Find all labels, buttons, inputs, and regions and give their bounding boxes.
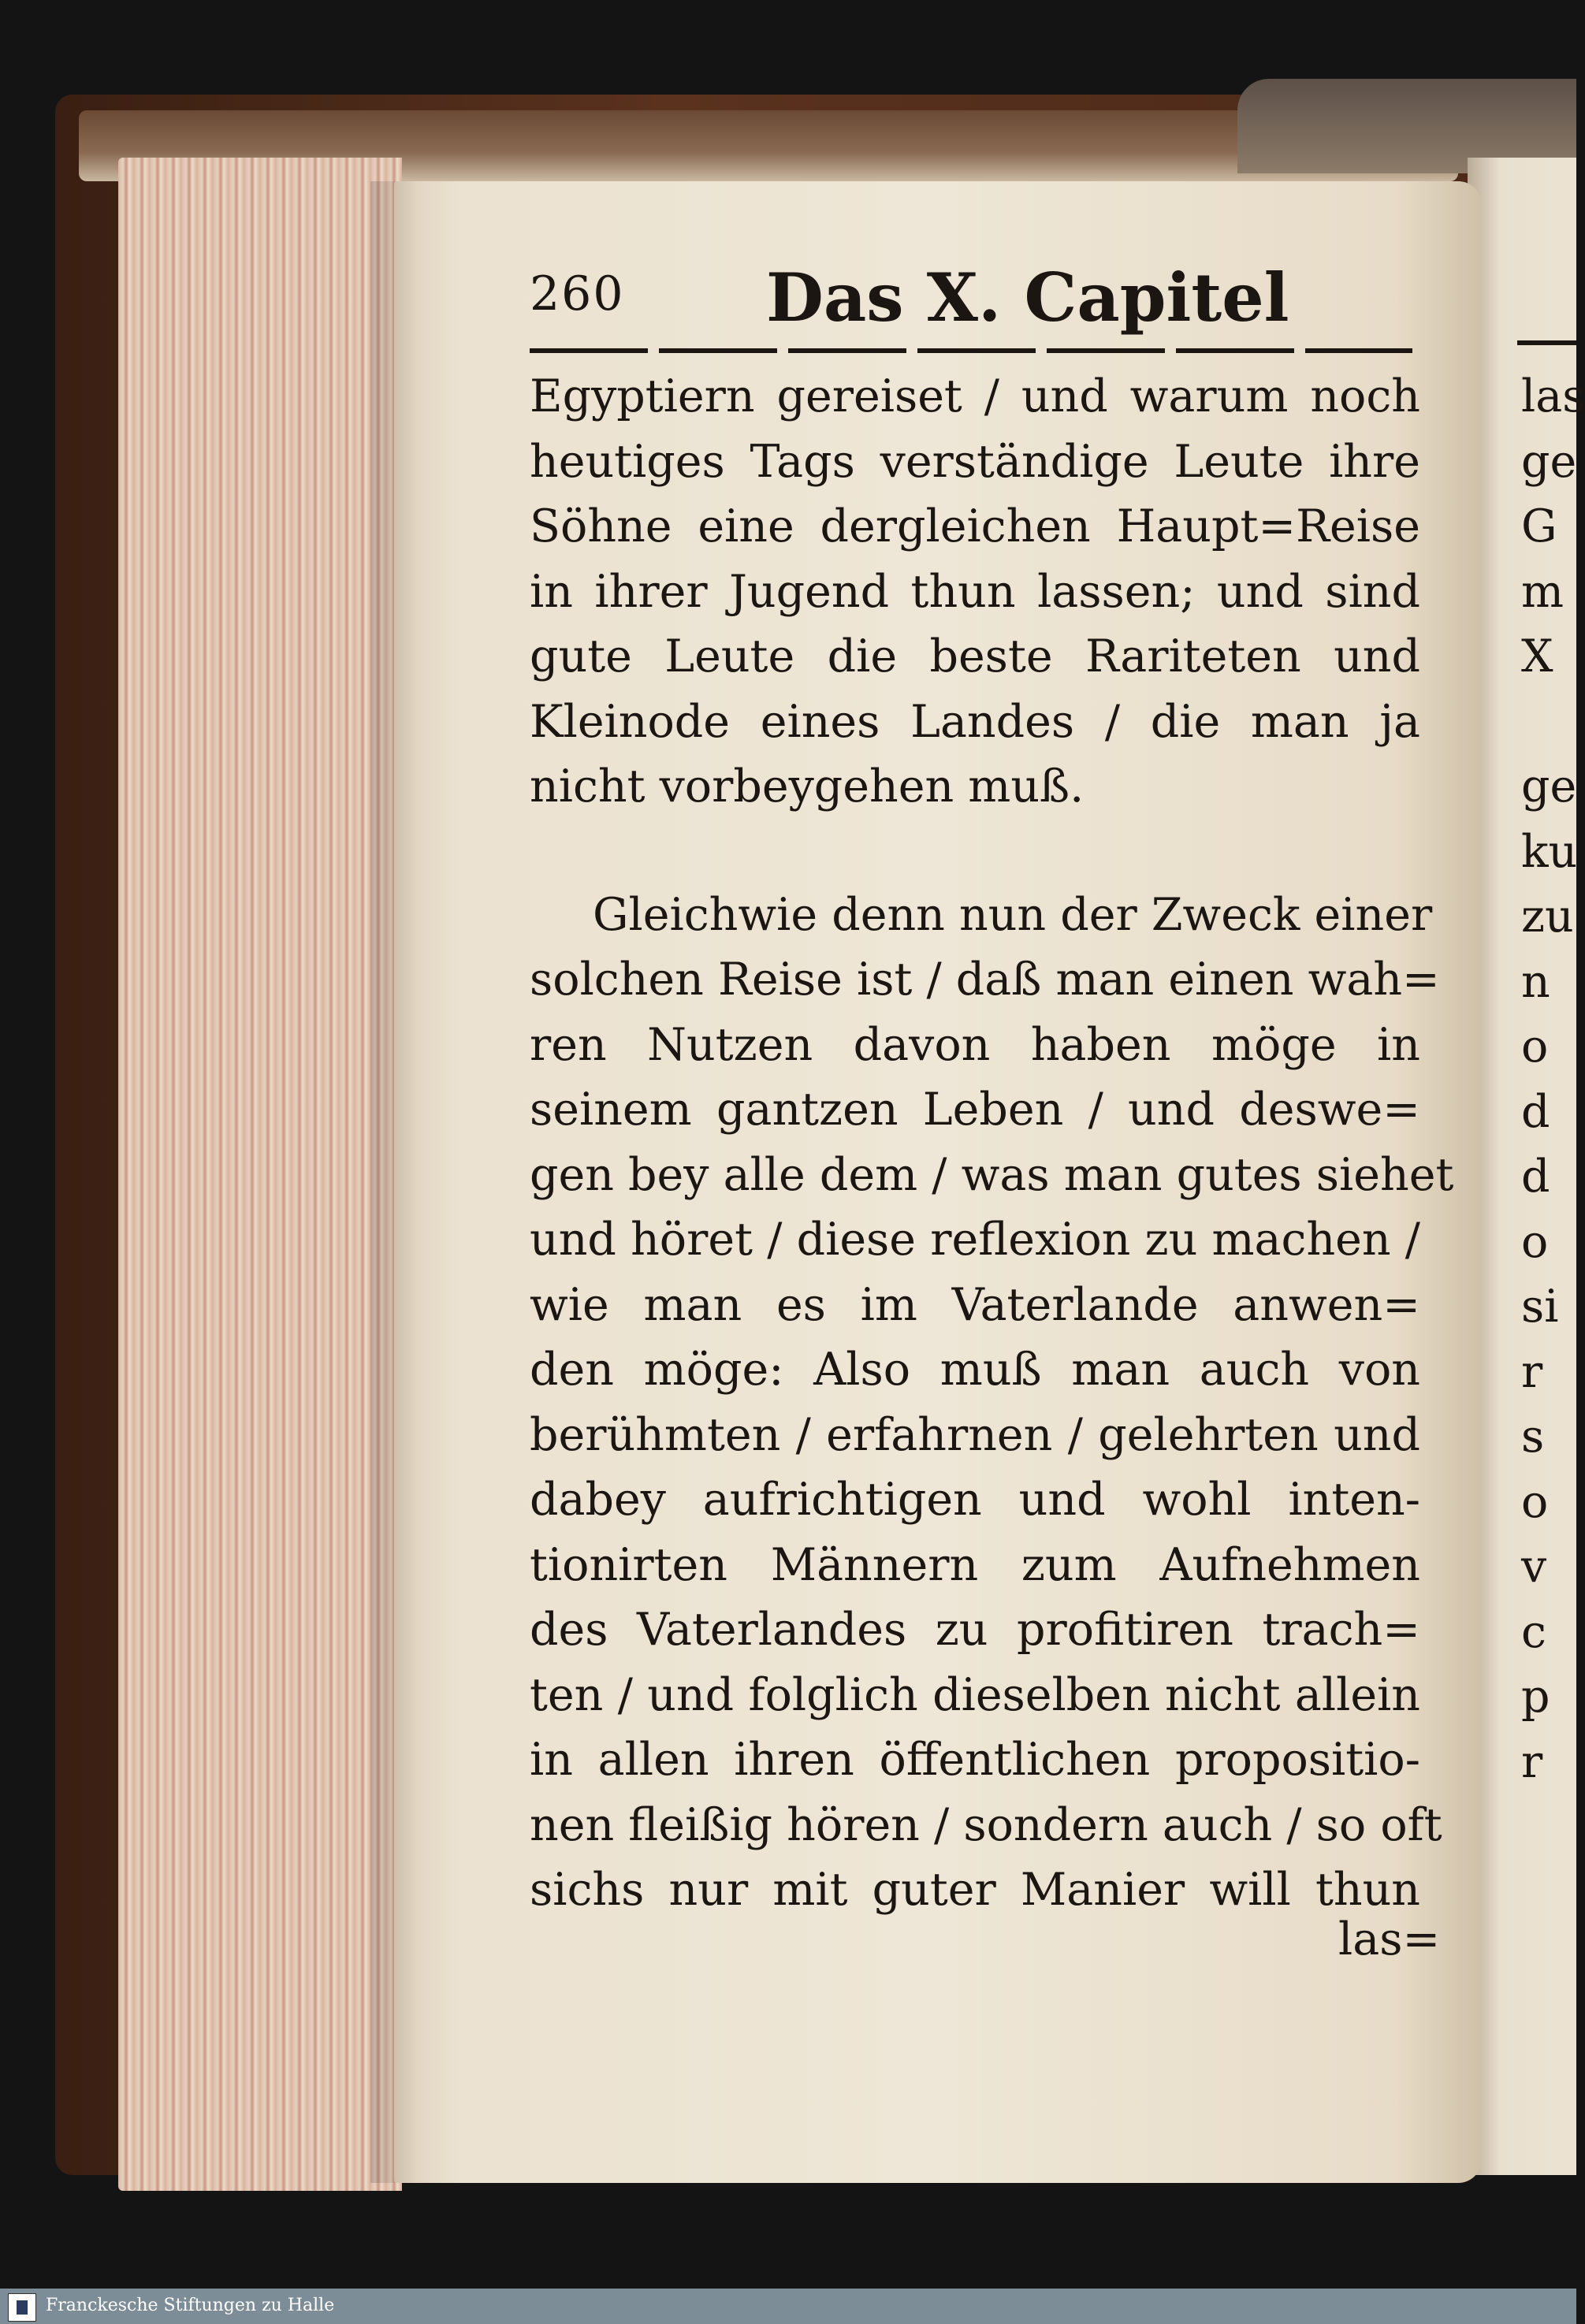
text-line: Egyptiern gereiset / und warum noch <box>530 370 1420 422</box>
facing-line: si <box>1521 1281 1559 1333</box>
facing-line: d <box>1521 1085 1550 1138</box>
facing-line: o <box>1521 1475 1549 1528</box>
facing-line: r <box>1521 1735 1543 1788</box>
facing-line: ge <box>1521 760 1577 812</box>
page-number: 260 <box>530 266 625 322</box>
facing-line: X <box>1521 630 1553 682</box>
facing-line: d <box>1521 1151 1550 1203</box>
text-line: dabey aufrichtigen und wohl inten- <box>530 1474 1420 1526</box>
page-header <box>530 251 1412 345</box>
text-line: Söhne eine dergleichen Haupt=Reise <box>530 500 1420 552</box>
text-line: Gleichwie denn nun der Zweck einer <box>593 888 1433 941</box>
text-line: wie man es im Vaterlande anwen= <box>530 1278 1420 1331</box>
text-line: in ihrer Jugend thun lassen; und sind <box>530 565 1420 618</box>
facing-page-rule <box>1517 340 1576 345</box>
paragraph-gap <box>530 820 1420 883</box>
text-line: solchen Reise ist / daß man einen wah= <box>530 954 1440 1006</box>
text-line: ren Nutzen davon haben möge in <box>530 1018 1420 1071</box>
text-line: nen fleißig hören / sondern auch / so oft <box>530 1798 1442 1851</box>
text-line: seinem gantzen Leben / und deswe= <box>530 1084 1420 1136</box>
facing-line: v <box>1521 1541 1547 1593</box>
footer-bar <box>0 2289 1576 2324</box>
footer-credit: Franckesche Stiftungen zu Halle <box>46 2296 335 2315</box>
text-line: Kleinode eines Landes / die man ja <box>530 695 1420 748</box>
text-line: nicht vorbeygehen muß. <box>530 760 1085 812</box>
header-rule <box>530 348 1412 353</box>
facing-page-text <box>1521 364 1585 1794</box>
text-line: in allen ihren öffentlichen propositio- <box>530 1734 1420 1786</box>
facing-line: s <box>1521 1411 1545 1463</box>
facing-line: m <box>1521 565 1565 618</box>
text-line: heutiges Tags verständige Leute ihre <box>530 435 1420 488</box>
page-stack-edge <box>118 158 402 2191</box>
institution-logo-icon <box>8 2293 36 2322</box>
facing-line: r <box>1521 1345 1543 1398</box>
text-line: des Vaterlandes zu profitiren trach= <box>530 1604 1420 1656</box>
text-line: gute Leute die beste Rariteten und <box>530 630 1420 682</box>
facing-line: zu <box>1521 891 1574 943</box>
facing-line: G <box>1521 500 1557 552</box>
gutter-shadow <box>370 181 418 2183</box>
text-line: tionirten Männern zum Aufnehmen <box>530 1538 1420 1591</box>
text-line: sichs nur mit guter Manier will thun <box>530 1864 1420 1916</box>
facing-line: o <box>1521 1215 1549 1268</box>
facing-line: ge <box>1521 435 1577 488</box>
facing-line: las <box>1521 370 1585 422</box>
text-line: ten / und folglich dieselben nicht allein <box>530 1668 1420 1721</box>
running-title: Das X. Capitel <box>766 258 1289 337</box>
facing-line <box>1521 690 1576 755</box>
facing-line: c <box>1521 1605 1546 1658</box>
body-text <box>530 364 1454 1923</box>
text-line: gen bey alle dem / was man gutes siehet <box>530 1148 1454 1201</box>
text-line: berühmten / erfahrnen / gelehrten und <box>530 1408 1420 1461</box>
facing-line: p <box>1521 1671 1550 1723</box>
facing-line: n <box>1521 955 1550 1008</box>
facing-line: o <box>1521 1021 1549 1073</box>
text-line: den möge: Also muß man auch von <box>530 1344 1420 1396</box>
facing-line: ku <box>1521 825 1578 878</box>
text-line: und höret / diese reflexion zu machen / <box>530 1214 1420 1266</box>
catchword: las= <box>1338 1913 1441 1965</box>
